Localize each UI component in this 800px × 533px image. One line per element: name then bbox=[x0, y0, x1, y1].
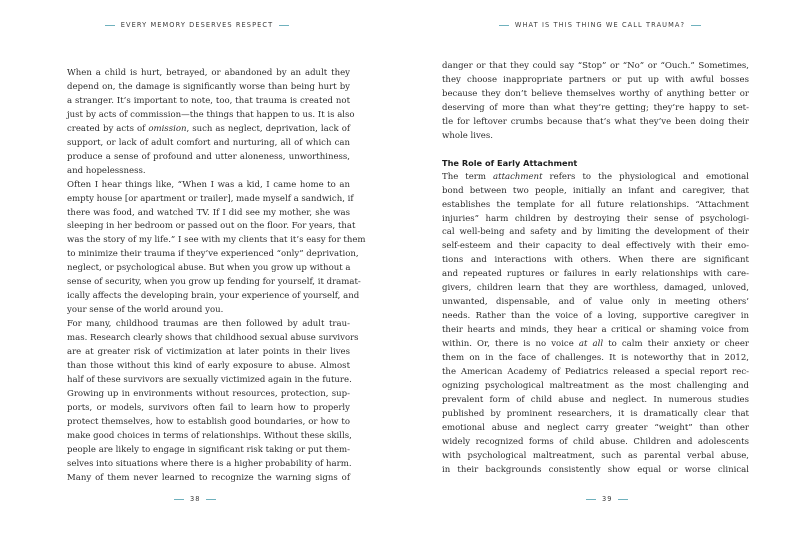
text-line: than those without this kind of early exposure to abuse. Almost bbox=[67, 361, 350, 372]
accent-dash-icon bbox=[618, 499, 628, 500]
section-heading: The Role of Early Attachment bbox=[442, 157, 578, 168]
text-line: the American Academy of Pediatrics released a special report rec- bbox=[442, 367, 749, 378]
text-line: they choose inappropriate partners or put up with awful bosses bbox=[442, 74, 749, 85]
text-line: bond between two people, initially an infant and caregiver, that bbox=[442, 185, 749, 196]
text-line: deserving of more than what they’re getting; they’re happy to set- bbox=[442, 102, 749, 113]
page-number: 38 bbox=[190, 495, 201, 503]
paragraph bbox=[442, 171, 749, 478]
text-segment: , such as neglect, deprivation, lack of bbox=[186, 123, 351, 134]
text-line: prevalent form of child abuse and neglect. In numerous studies bbox=[442, 394, 749, 405]
paragraph bbox=[50, 67, 355, 179]
text-line: mas. Research clearly shows that childhood sexual abuse survivors bbox=[67, 333, 359, 344]
text-line bbox=[50, 123, 350, 137]
text-line: For many, childhood traumas are then followed by adult trau- bbox=[67, 319, 350, 330]
text-line: tions and interactions with others. When there are significant bbox=[442, 255, 749, 266]
text-line: ognizing psychological maltreatment as the most challenging and bbox=[442, 380, 749, 391]
italic-text: attachment bbox=[493, 171, 543, 182]
page-number-right bbox=[586, 495, 800, 503]
running-head-text: EVERY MEMORY DESERVES RESPECT bbox=[120, 21, 274, 29]
text-line: in their backgrounds consistently show equal or worse clinical bbox=[442, 464, 749, 475]
text-line: When a child is hurt, betrayed, or abandoned by an adult they bbox=[67, 68, 350, 78]
accent-dash-icon bbox=[174, 499, 184, 500]
text-line: Growing up in environments without resources, protection, sup- bbox=[67, 388, 350, 399]
text-line: people are likely to engage in significant risk taking or put them- bbox=[67, 444, 350, 455]
text-line: tle for leftover crumbs because that’s what they’ve been doing their bbox=[442, 116, 749, 127]
text-line: there was food, and watched TV. If I did see my mother, she was bbox=[67, 207, 350, 218]
accent-dash-icon bbox=[206, 499, 216, 500]
text-line: ically affects the developing brain, your experience of yourself, and bbox=[67, 291, 360, 302]
text-line: because they don’t believe themselves worthy of anything better or bbox=[442, 88, 749, 99]
accent-dash-icon bbox=[279, 25, 289, 26]
text-line: published by prominent researchers, it is dramatically clear that bbox=[442, 408, 749, 419]
text-line: are at greater risk of victimization at later points in their lives bbox=[67, 347, 350, 358]
text-line: Often I hear things like, “When I was a kid, I came home to an bbox=[67, 179, 350, 190]
running-head-text: WHAT IS THIS THING WE CALL TRAUMA? bbox=[514, 21, 686, 29]
running-head-right bbox=[400, 21, 800, 29]
text-segment: refers to the physiological and emotional bbox=[542, 171, 749, 182]
text-line: a stranger. It’s important to note, too, that trauma is created not bbox=[67, 95, 350, 106]
text-line: to minimize their trauma if they’ve experienced “only” deprivation, bbox=[67, 249, 359, 260]
text-line: Many of them never learned to recognize the warning signs of bbox=[67, 472, 350, 483]
text-line: with psychological maltreatment, such as parental verbal abuse, bbox=[442, 450, 749, 461]
text-line: sleeping in her bedroom or passed out on the floor. For years, that bbox=[67, 221, 356, 232]
text-segment: to calm their anxiety or cheer bbox=[603, 339, 750, 350]
text-segment: The term bbox=[442, 171, 494, 182]
text-line: and hopelessness. bbox=[67, 165, 146, 176]
text-line: support, or lack of adult comfort and nurturing, all of which can bbox=[67, 137, 350, 148]
right-body-text bbox=[442, 60, 749, 478]
accent-dash-icon bbox=[586, 499, 596, 500]
text-line: empty house [or apartment or trailer], made myself a sandwich, if bbox=[67, 193, 354, 204]
text-line bbox=[442, 338, 749, 352]
accent-dash-icon bbox=[691, 25, 701, 26]
page-number: 39 bbox=[602, 495, 613, 503]
text-line: sense of security, when you grow up fending for yourself, it dramat- bbox=[67, 277, 361, 288]
continuation-paragraph bbox=[442, 60, 749, 144]
text-line: unwanted, dispensable, and of value only in meeting others’ bbox=[442, 297, 749, 308]
text-line: make good choices in terms of relationships. Without these skills, bbox=[67, 430, 352, 441]
right-page bbox=[400, 0, 800, 533]
left-body-text bbox=[50, 67, 366, 486]
text-line: protect themselves, how to establish good boundaries, or how to bbox=[67, 416, 350, 427]
text-line: their hearts and minds, they hear a critical or shaming voice from bbox=[442, 325, 749, 336]
text-line: emotional abuse and neglect carry greater “weight” than other bbox=[442, 422, 749, 433]
text-line: establishes the template for all future relationships. “Attachment bbox=[442, 199, 749, 210]
text-line: danger or that they could say “Stop” or “No” or “Ouch.” Sometimes, bbox=[442, 61, 749, 71]
text-line: your sense of the world around you. bbox=[67, 305, 224, 316]
text-line: was the story of my life.” I see with my clients that it’s easy for them bbox=[67, 235, 366, 246]
text-line bbox=[442, 171, 749, 185]
italic-text: at all bbox=[578, 339, 604, 350]
accent-dash-icon bbox=[105, 25, 115, 26]
text-segment: created by acts of bbox=[67, 123, 149, 134]
text-line: neglect, or psychological abuse. But when you grow up without a bbox=[67, 263, 351, 274]
text-line: depend on, the damage is significantly worse than being hurt by bbox=[67, 81, 350, 92]
text-line: them on in the face of challenges. It is noteworthy that in 2012, bbox=[442, 353, 749, 364]
text-line: half of these survivors are sexually victimized again in the future. bbox=[67, 374, 352, 385]
paragraph bbox=[50, 179, 366, 319]
running-head-left bbox=[0, 21, 397, 29]
text-line: givers, children learn that they are worthless, damaged, unloved, bbox=[442, 283, 749, 294]
text-line: ports, or models, survivors often fail to learn how to properly bbox=[67, 402, 350, 413]
text-line: and repeated ruptures or failures in early relationships with care- bbox=[442, 269, 749, 280]
text-line: just by acts of commission—the things that happen to us. It is also bbox=[67, 109, 355, 120]
text-line: needs. Rather than the voice of a loving, supportive caregiver in bbox=[442, 311, 749, 322]
accent-dash-icon bbox=[499, 25, 509, 26]
text-line: widely recognized forms of child abuse. Children and adolescents bbox=[442, 436, 749, 447]
text-line: self-esteem and their capacity to deal effectively with their emo- bbox=[442, 241, 749, 252]
text-line: injuries” harm children by destroying their sense of psychologi- bbox=[442, 213, 749, 224]
text-line: produce a sense of profound and utter aloneness, unworthiness, bbox=[67, 151, 350, 162]
text-line: whole lives. bbox=[442, 130, 493, 141]
text-line: cal well-being and safety and by limiting the development of their bbox=[442, 227, 749, 238]
text-line: selves into situations where there is a higher probability of harm. bbox=[67, 458, 352, 469]
italic-text: omission bbox=[148, 123, 187, 134]
text-segment: within. Or, there is no voice bbox=[442, 339, 579, 350]
paragraph bbox=[50, 318, 359, 485]
